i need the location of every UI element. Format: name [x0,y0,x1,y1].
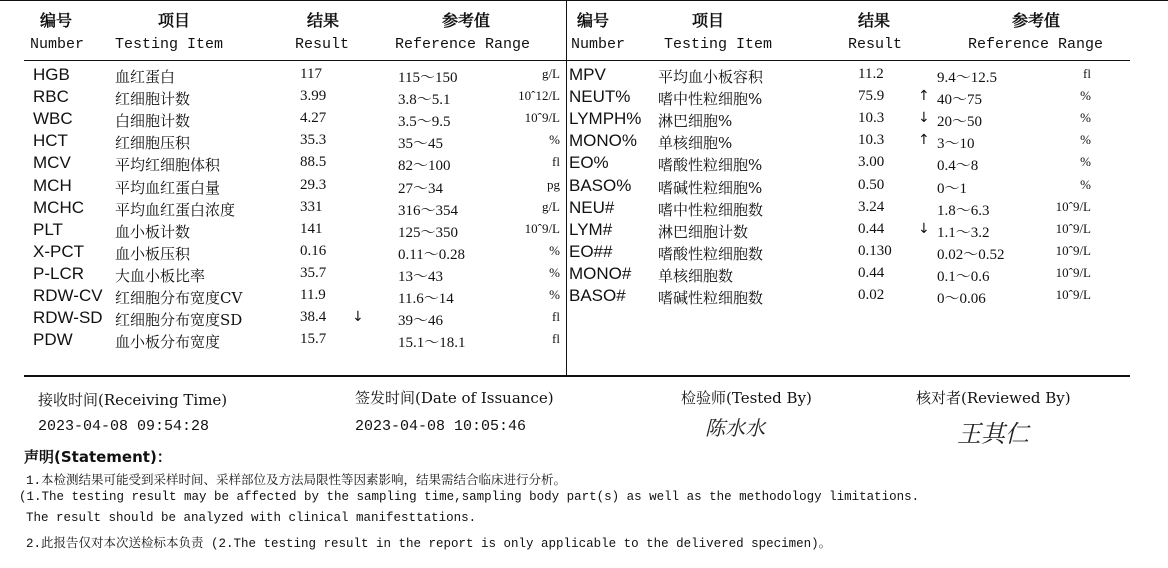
unit: fl [552,154,560,170]
unit: 10ˆ9/L [1055,287,1091,302]
test-name: 单核细胞% [658,134,733,153]
unit: % [1080,154,1091,170]
test-code: MCH [33,175,72,195]
reference-range: 27～34 [398,180,444,197]
test-code: PLT [33,219,63,239]
test-code: NEUT% [569,87,631,107]
reference-range: 13～43 [398,268,444,285]
unit: 10ˆ9/L [1055,264,1091,280]
header-number-zh-right: 编号 [577,11,610,30]
header-result-zh-right: 结果 [858,11,891,30]
test-name: 嗜中性粒细胞% [658,90,763,109]
reference-range: 1.1～3.2 [937,224,990,241]
test-code: RBC [33,87,69,107]
header-item-en: Testing Item [115,36,224,53]
issuance-time-value: 2023-04-08 10:05:46 [355,418,527,435]
header-ref-zh: 参考值 [442,11,491,30]
reference-range: 1.8～6.3 [937,202,990,219]
reference-range: 39～46 [398,313,444,330]
test-result: 10.3 [858,110,885,127]
test-name: 淋巴细胞计数 [658,222,749,241]
unit: pg [547,176,560,192]
header-result-zh: 结果 [307,11,340,30]
unit: fl [552,331,560,347]
reference-range: 125～350 [398,224,459,241]
reference-range: 82～100 [398,158,451,175]
test-code: RDW-CV [33,286,103,305]
header-item-en-right: Testing Item [664,36,773,53]
test-name: 白细胞计数 [115,112,191,131]
reference-range: 3.5～9.5 [398,114,451,131]
reference-range: 3.8～5.1 [398,92,451,109]
reference-range: 0～1 [937,180,968,197]
test-code: RDW-SD [33,308,103,328]
test-result: 0.44 [858,264,885,281]
header-rule [24,60,1130,61]
result-flag: ↑ [918,132,930,149]
test-code: HCT [33,131,68,151]
test-name: 平均血红蛋白浓度 [115,200,236,219]
header-result-en: Result [295,36,350,53]
test-result: 3.00 [858,154,885,171]
test-code: HGB [33,65,70,84]
test-result: 88.5 [300,154,327,171]
reference-range: 0～0.06 [937,291,986,307]
test-result: 331 [300,198,323,215]
test-name: 平均血红蛋白量 [115,178,221,197]
reviewed-by-signature: 王其仁 [957,420,1029,448]
test-code: BASO# [569,286,626,305]
statement-line-4: 2.此报告仅对本次送检标本负责 (2.The testing result in the report is only applicable to the delivered specimen)。 [26,537,832,551]
test-result: 35.7 [300,264,327,281]
result-flag: ↓ [918,110,930,127]
test-result: 38.4 [300,309,327,326]
reference-range: 20～50 [937,114,983,131]
test-result: 3.24 [858,198,885,215]
reference-range: 316～354 [398,202,459,219]
unit: % [549,242,560,258]
test-code: MONO# [569,263,632,283]
unit: fl [1083,66,1091,81]
header-item-zh-right: 项目 [692,11,725,30]
reference-range: 15.1～18.1 [398,335,466,352]
test-result: 11.2 [858,66,884,82]
reference-range: 9.4～12.5 [937,70,998,86]
test-name: 嗜碱性粒细胞% [658,178,763,197]
top-border [0,0,1168,1]
header-ref-en: Reference Range [395,36,531,53]
unit: % [549,132,560,148]
unit: 10ˆ9/L [1055,198,1091,214]
unit: % [1080,176,1091,192]
unit: 10ˆ9/L [1055,242,1091,258]
unit: % [1080,110,1091,126]
test-name: 红细胞分布宽度SD [115,311,243,330]
unit: 10ˆ9/L [524,220,560,236]
header-number-zh: 编号 [40,11,73,30]
test-result: 0.16 [300,242,327,259]
result-flag: ↓ [352,309,364,326]
test-name: 嗜酸性粒细胞% [658,156,763,175]
reference-range: 3～10 [937,136,975,153]
test-name: 红细胞计数 [115,90,191,109]
header-ref-en-right: Reference Range [968,36,1104,53]
reference-range: 11.6～14 [398,291,454,307]
reference-range: 0.4～8 [937,158,979,175]
table-bottom-rule [24,375,1130,377]
test-name: 血小板压积 [115,244,191,263]
test-result: 117 [300,66,322,82]
test-result: 141 [300,220,323,237]
test-code: PDW [33,330,73,350]
result-flag: ↑ [918,88,930,105]
test-name: 嗜酸性粒细胞数 [658,244,764,263]
test-result: 29.3 [300,176,327,193]
test-name: 红细胞分布宽度CV [115,289,243,307]
statement-title: 声明(Statement)： [24,448,172,466]
reference-range: 0.11～0.28 [398,246,465,263]
test-name: 血小板分布宽度 [115,333,221,352]
test-result: 0.50 [858,176,885,193]
test-result: 0.44 [858,220,885,237]
test-result: 0.130 [858,242,892,259]
test-code: MCV [33,153,71,173]
test-name: 单核细胞数 [658,266,734,285]
column-divider [566,0,567,376]
test-code: WBC [33,109,73,129]
test-code: EO## [569,241,613,261]
test-result: 0.02 [858,287,885,303]
test-result: 11.9 [300,287,326,303]
reference-range: 40～75 [937,92,983,109]
header-number-en-right: Number [571,36,626,53]
unit: % [549,287,560,302]
reviewed-by-label: 核对者(Reviewed By) [916,389,1071,407]
test-code: LYMPH% [569,109,642,129]
test-result: 4.27 [300,110,327,127]
unit: fl [552,309,560,325]
header-number-en: Number [30,36,85,53]
header-ref-zh-right: 参考值 [1012,11,1061,30]
unit: % [1080,88,1091,104]
test-code: EO% [569,153,609,173]
test-result: 15.7 [300,331,327,348]
header-result-en-right: Result [848,36,903,53]
test-code: P-LCR [33,263,85,283]
tested-by-label: 检验师(Tested By) [681,389,812,407]
test-code: MONO% [569,131,637,151]
test-name: 血红蛋白 [115,68,176,86]
test-name: 嗜中性粒细胞数 [658,200,764,219]
test-name: 淋巴细胞% [658,112,733,131]
receiving-time-value: 2023-04-08 09:54:28 [38,418,210,435]
test-name: 大血小板比率 [115,266,206,285]
issuance-time-label: 签发时间(Date of Issuance) [355,389,554,407]
reference-range: 115～150 [398,70,458,86]
unit: % [1080,132,1091,148]
unit: g/L [541,198,560,214]
test-result: 10.3 [858,132,885,149]
test-code: LYM# [569,219,613,239]
reference-range: 35～45 [398,136,444,153]
reference-range: 0.02～0.52 [937,246,1005,263]
test-code: X-PCT [33,241,84,261]
test-name: 血小板计数 [115,222,191,241]
test-name: 平均红细胞体积 [115,156,221,175]
test-code: MCHC [33,197,84,217]
statement-line-3: The result should be analyzed with clinical manifesttations. [26,511,477,525]
test-name: 平均血小板容积 [658,68,764,86]
test-result: 75.9 [858,88,885,105]
statement-line-2: (1.The testing result may be affected by the sampling time,sampling body part(s) as well as the methodology limitations. [19,490,920,504]
unit: 10ˆ9/L [524,110,560,126]
unit: g/L [541,66,560,81]
reference-range: 0.1～0.6 [937,268,990,285]
unit: 10ˆ9/L [1055,220,1091,236]
test-code: MPV [569,65,606,84]
test-code: BASO% [569,175,632,195]
receiving-time-label: 接收时间(Receiving Time) [38,391,228,409]
result-flag: ↓ [918,220,930,237]
statement-line-1: 1.本检测结果可能受到采样时间、采样部位及方法局限性等因素影响，结果需结合临床进行分析。 [26,474,567,488]
test-result: 3.99 [300,88,327,105]
tested-by-signature: 陈水水 [705,416,765,440]
unit: 10ˆ12/L [518,88,560,104]
test-result: 35.3 [300,132,327,149]
header-item-zh: 项目 [158,11,191,30]
unit: % [549,264,560,280]
test-name: 红细胞压积 [115,134,191,153]
test-code: NEU# [569,197,615,217]
test-name: 嗜碱性粒细胞数 [658,289,764,307]
